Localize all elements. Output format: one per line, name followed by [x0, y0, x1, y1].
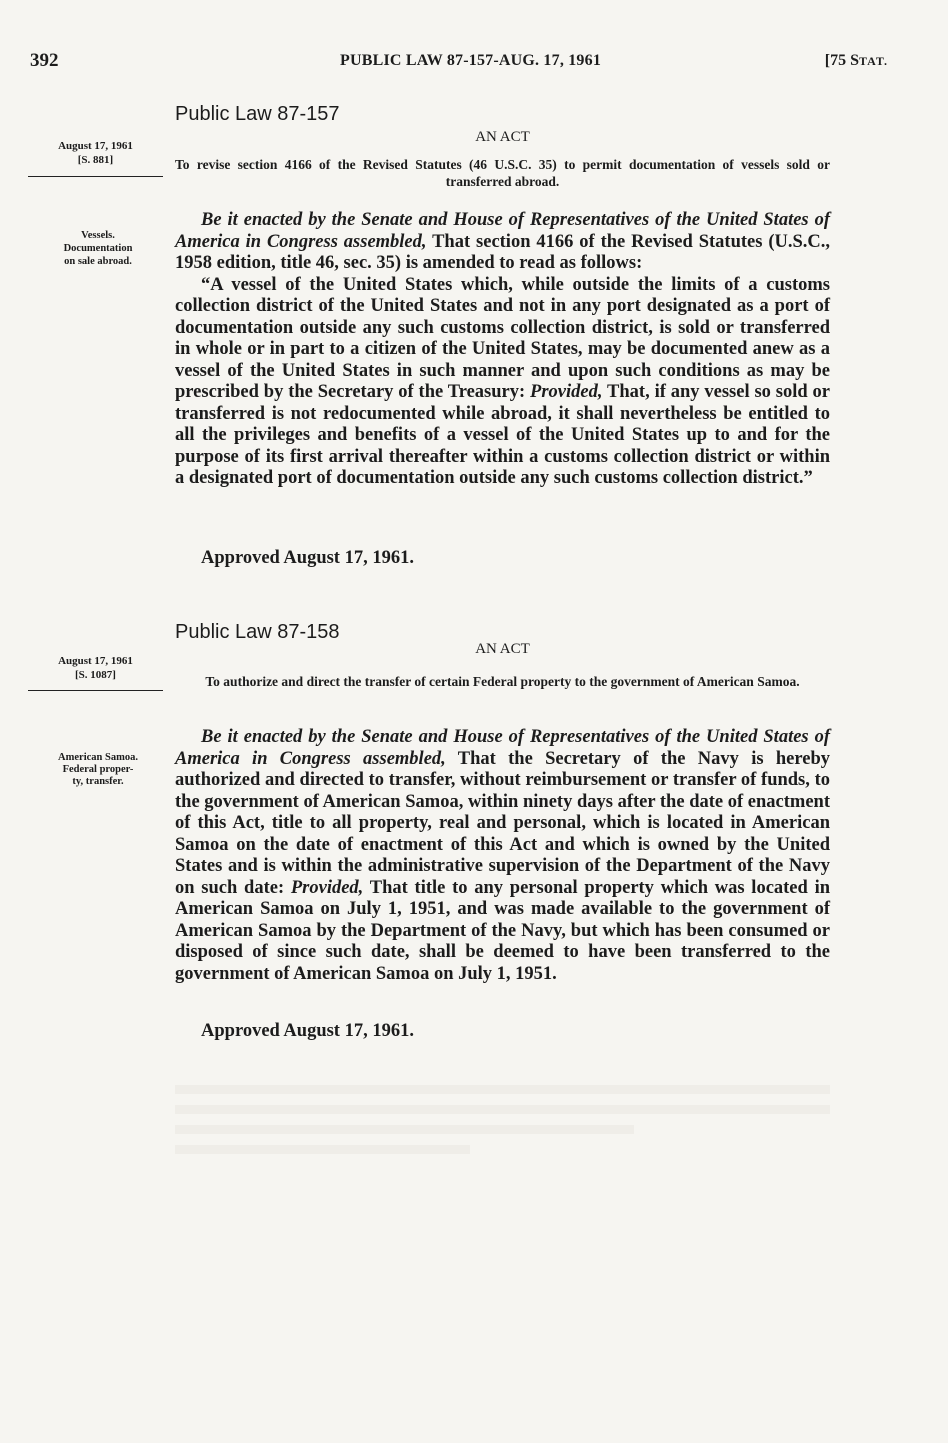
enacting-clause: Be it enacted by the Senate and House of Representatives of the United States of America in Congress assembled,: [175, 727, 830, 769]
bleed-through: [175, 1085, 830, 1165]
margin-note: Vessels.: [81, 230, 115, 241]
enacting-clause: Be it enacted by the Senate and House of Representatives of the United States of America in Congress assembled,: [175, 210, 830, 252]
quoted-section: “A vessel of the United States which, while outside the limits of a customs collection district of the United States and not in any port designated as a port of documentation outside any such customs collection district, is sold or transferred in whole or in part to a citizen of the United States, may be documented anew as a vessel of the United States in such manner and upon such conditions as may be prescribed by the Secretary of the Treasury: Provided, That, if any vessel so sold or transferred is not redocumented while abroad, it shall nevertheless be entitled to all the privileges and benefits of a vessel of the United States up to and for the purpose of its first arrival thereafter within a customs collection district or within a designated port of documentation outside any such customs collection district.”: [175, 274, 831, 488]
page-number: 392: [30, 50, 59, 71]
bill-number: [S. 1087]: [75, 669, 116, 681]
provided-clause: Provided,: [290, 877, 364, 898]
enactment-date: August 17, 1961: [58, 655, 133, 667]
act-heading: AN ACT: [475, 641, 530, 657]
law-body: [175, 210, 830, 490]
bill-number: [S. 881]: [77, 154, 114, 166]
approval-line: Approved August 17, 1961.: [201, 1021, 414, 1041]
act-text: That the Secretary of the Navy is hereby authorized and directed to transfer, without reimbursement or transfer of funds, to the government of American Samoa, within ninety days after the date of enactment of this Act, title to all property, real and personal, which is located in American Samoa on the date of enactment of this Act and which is owned by the United States and is within the administrative supervision of the Department of the Navy on such date:: [175, 748, 830, 898]
margin-rule: [28, 690, 163, 691]
provided-clause: Provided,: [530, 382, 603, 402]
margin-rule: [28, 176, 163, 177]
enacting-paragraph: Be it enacted by the Senate and House of Representatives of the United States of America in Congress assembled, That the Secretary of the Navy is hereby authorized and directed to transfer, without reimbursement or transfer of funds, to the government of American Samoa, within ninety days after the date of enactment of this Act, title to all property, real and personal, which is located in American Samoa on the date of enactment of this Act and which is owned by the United States and is within the administrative supervision of the Department of the Navy on such date: Provided, That title to any personal property which was located in American Samoa on July 1, 1951, and was made available to the government of American Samoa by the Department of the Navy, but which has been consumed or disposed of since such date, shall be deemed to have been transferred to the government of American Samoa on July 1, 1951.: [175, 727, 830, 984]
margin-note: on sale abroad.: [64, 256, 132, 267]
act-purpose: To authorize and direct the transfer of certain Federal property to the government of American Samoa.: [205, 674, 800, 689]
volume-citation: [75 STAT.: [824, 52, 888, 69]
approval-line: Approved August 17, 1961.: [201, 548, 414, 568]
margin-note: American Samoa.: [58, 752, 138, 763]
running-title: PUBLIC LAW 87-157-AUG. 17, 1961: [340, 52, 602, 69]
running-head: [30, 50, 888, 74]
margin-note: Documentation: [63, 243, 133, 254]
margin-note: ty, transfer.: [72, 776, 124, 787]
enactment-date: August 17, 1961: [58, 140, 133, 152]
act-purpose: To revise section 4166 of the Revised Statutes (46 U.S.C. 35) to permit documentation of vessels sold or transferred abroad.: [175, 157, 830, 189]
amendment-intro: That section 4166 of the Revised Statutes (U.S.C., 1958 edition, title 46, sec. 35) is amended to read as follows:: [175, 231, 830, 273]
law-title: Public Law 87-158: [175, 621, 340, 643]
enacting-paragraph: [175, 210, 830, 275]
margin-note: Federal proper-: [62, 764, 134, 775]
law-title: Public Law 87-157: [175, 103, 340, 125]
law-body: [175, 727, 830, 985]
act-heading: AN ACT: [475, 129, 530, 145]
